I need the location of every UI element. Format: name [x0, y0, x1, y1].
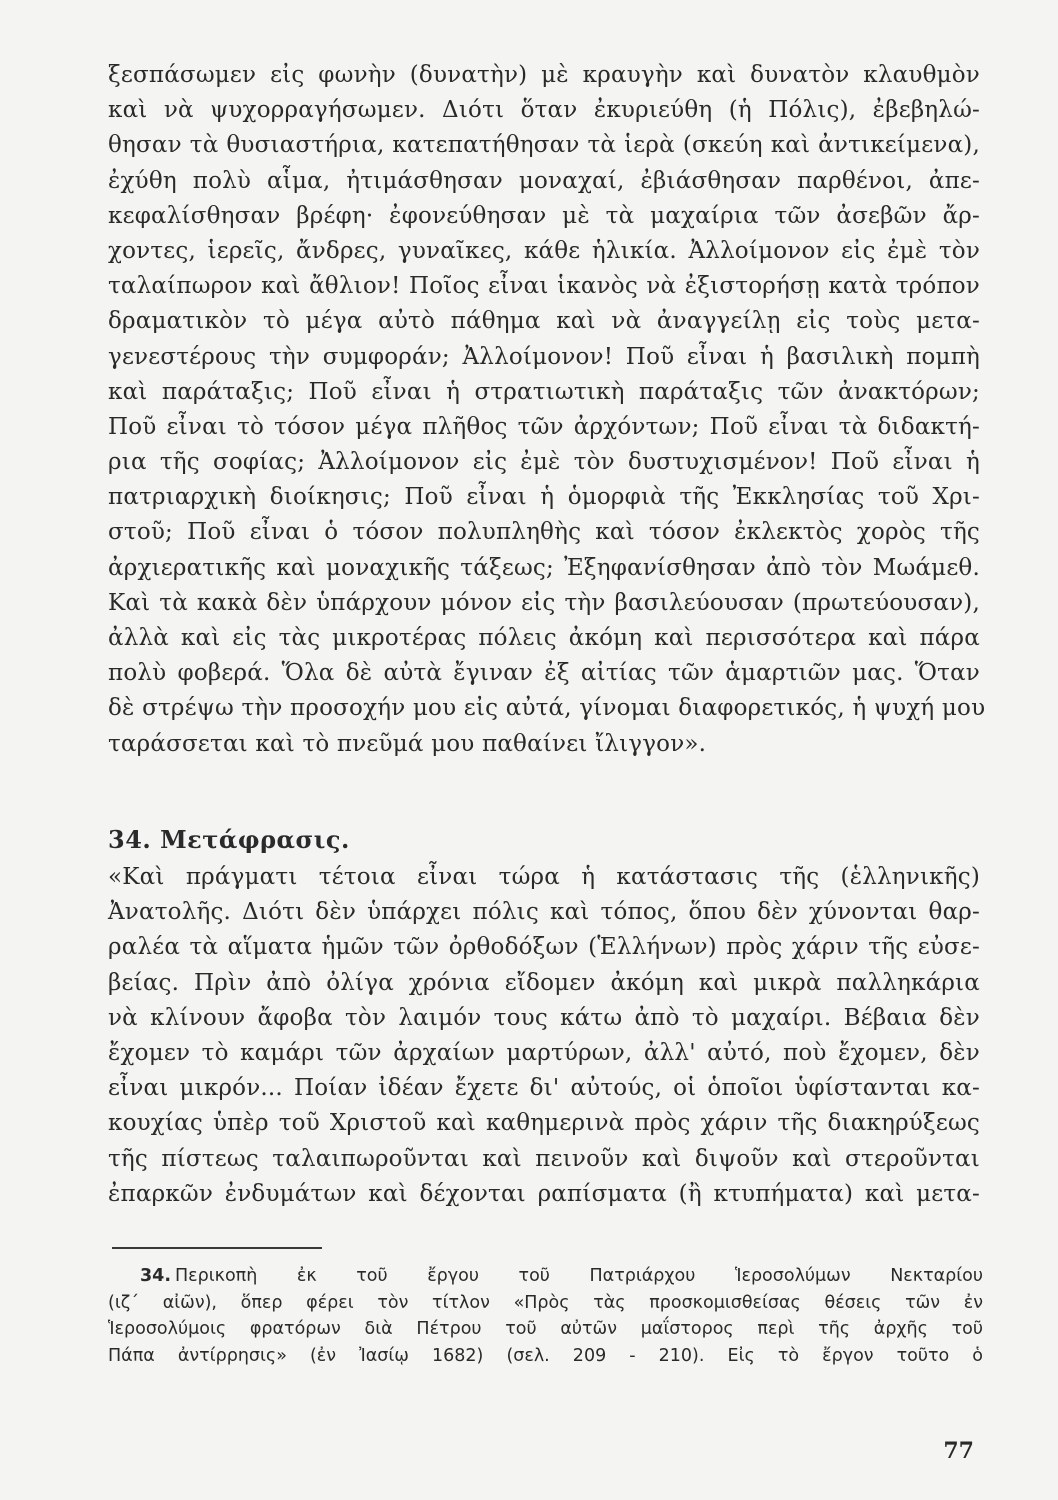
text-line: ἀλλὰ καὶ εἰς τὰς μικροτέρας πόλεις ἀκόμη καὶ περισσότερα καὶ πάρα: [108, 625, 980, 651]
text-line: δραματικὸν τὸ μέγα αὐτὸ πάθημα καὶ νὰ ἀναγγείλῃ εἰς τοὺς μετα-: [108, 308, 980, 335]
footnote-line: (ιζ΄ αἰῶν), ὅπερ φέρει τὸν τίτλον «Πρὸς τὰς προσκομισθείσας θέσεις τῶν ἐν: [108, 1292, 983, 1313]
text-line: πολὺ φοβερά. Ὅλα δὲ αὐτὰ ἔγιναν ἐξ αἰτίας τῶν ἁμαρτιῶν μας. Ὅταν: [108, 660, 980, 687]
text-line: ταλαίπωρον καὶ ἄθλιον! Ποῖος εἶναι ἱκανὸς νὰ ἐξιστορήσῃ κατὰ τρόπον: [108, 273, 980, 300]
text-line: εἶναι μικρόν... Ποίαν ἰδέαν ἔχετε δι' αὐτούς, οἱ ὁποῖοι ὑφίστανται κα-: [108, 1075, 980, 1102]
text-line: χοντες, ἱερεῖς, ἄνδρες, γυναῖκες, κάθε ἡλικία. Ἀλλοίμονον εἰς ἐμὲ τὸν: [108, 237, 980, 264]
footnote-line: Ἱεροσολύμοις φρατόρων διὰ Πέτρου τοῦ αὐτῶν μαΐστορος περὶ τῆς ἀρχῆς τοῦ: [108, 1319, 983, 1339]
translation-text-block: [108, 860, 980, 1212]
page-number: 77: [943, 1438, 974, 1464]
text-line: Ἀνατολῆς. Διότι δὲν ὑπάρχει πόλις καὶ τόπος, ὅπου δὲν χύνονται θαρ-: [108, 899, 980, 926]
text-line: ἔχομεν τὸ καμάρι τῶν ἀρχαίων μαρτύρων, ἀλλ' αὐτό, ποὺ ἔχομεν, δὲν: [108, 1039, 980, 1066]
text-line: ἐπαρκῶν ἐνδυμάτων καὶ δέχονται ραπίσματα (ἢ κτυπήματα) καὶ μετα-: [108, 1180, 980, 1207]
text-line: πατριαρχικὴ διοίκησις; Ποῦ εἶναι ἡ ὁμορφιὰ τῆς Ἐκκλησίας τοῦ Χρι-: [108, 484, 980, 511]
main-text-block: [108, 58, 986, 762]
text-line: «Καὶ πράγματι τέτοια εἶναι τώρα ἡ κατάστασις τῆς (ἑλληνικῆς): [108, 864, 980, 890]
text-line: δὲ στρέψω τὴν προσοχήν μου εἰς αὐτά, γίνομαι διαφορετικός, ἡ ψυχή μου: [108, 695, 986, 722]
text-line: ξεσπάσωμεν εἰς φωνὴν (δυνατὴν) μὲ κραυγὴν καὶ δυνατὸν κλαυθμὸν: [108, 62, 980, 88]
text-line: γενεστέρους τὴν συμφοράν; Ἀλλοίμονον! Ποῦ εἶναι ἡ βασιλικὴ πομπὴ: [108, 343, 980, 370]
text-line: ἀρχιερατικῆς καὶ μοναχικῆς τάξεως; Ἐξηφανίσθησαν ἀπὸ τὸν Μωάμεθ.: [108, 554, 980, 581]
text-line: καὶ νὰ ψυχορραγήσωμεν. Διότι ὅταν ἐκυριεύθη (ἡ Πόλις), ἐβεβηλώ-: [108, 97, 980, 124]
text-line: στοῦ; Ποῦ εἶναι ὁ τόσον πολυπληθὴς καὶ τόσον ἐκλεκτὸς χορὸς τῆς: [108, 519, 980, 546]
text-line: τῆς πίστεως ταλαιπωροῦνται καὶ πεινοῦν καὶ διψοῦν καὶ στεροῦνται: [108, 1145, 980, 1172]
section-heading: 34. Μετάφρασις.: [108, 825, 350, 854]
text-line: Ποῦ εἶναι τὸ τόσον μέγα πλῆθος τῶν ἀρχόντων; Ποῦ εἶναι τὰ διδακτή-: [108, 413, 980, 440]
text-line: Καὶ τὰ κακὰ δὲν ὑπάρχουν μόνον εἰς τὴν βασιλεύουσαν (πρωτεύουσαν),: [108, 589, 980, 616]
text-line: νὰ κλίνουν ἄφοβα τὸν λαιμόν τους κάτω ἀπὸ τὸ μαχαίρι. Βέβαια δὲν: [108, 1004, 980, 1031]
text-line: βείας. Πρὶν ἀπὸ ὀλίγα χρόνια εἴδομεν ἀκόμη καὶ μικρὰ παλληκάρια: [108, 969, 980, 996]
footnote-line: Πάπα ἀντίρρησις» (ἐν Ἰασίῳ 1682) (σελ. 209 - 210). Εἰς τὸ ἔργον τοῦτο ὁ: [108, 1345, 983, 1366]
footnote-text: Περικοπὴ ἐκ τοῦ ἔργου τοῦ Πατριάρχου Ἱεροσολύμων Νεκταρίου: [175, 1266, 983, 1286]
footnote-first-line: [108, 1263, 983, 1290]
text-line: ἐχύθη πολὺ αἷμα, ἠτιμάσθησαν μοναχαί, ἐβιάσθησαν παρθένοι, ἀπε-: [108, 167, 980, 194]
text-line: ραλέα τὰ αἵματα ἡμῶν τῶν ὀρθοδόξων (Ἑλλήνων) πρὸς χάριν τῆς εὐσε-: [108, 934, 980, 961]
text-line: κουχίας ὑπὲρ τοῦ Χριστοῦ καὶ καθημερινὰ πρὸς χάριν τῆς διακηρύξεως: [108, 1110, 980, 1137]
text-line: ρια τῆς σοφίας; Ἀλλοίμονον εἰς ἐμὲ τὸν δυστυχισμένον! Ποῦ εἶναι ἡ: [108, 449, 980, 476]
text-line: θησαν τὰ θυσιαστήρια, κατεπατήθησαν τὰ ἱερὰ (σκεύη καὶ ἀντικείμενα),: [108, 132, 980, 159]
footnote-number: 34.: [140, 1266, 172, 1286]
text-line: καὶ παράταξις; Ποῦ εἶναι ἡ στρατιωτικὴ παράταξις τῶν ἀνακτόρων;: [108, 378, 980, 405]
footnote-divider: [112, 1247, 322, 1249]
text-line: κεφαλίσθησαν βρέφη· ἐφονεύθησαν μὲ τὰ μαχαίρια τῶν ἀσεβῶν ἄρ-: [108, 202, 980, 229]
text-line: ταράσσεται καὶ τὸ πνεῦμά μου παθαίνει ἴλιγγον».: [108, 730, 707, 757]
footnote: [108, 1263, 983, 1369]
